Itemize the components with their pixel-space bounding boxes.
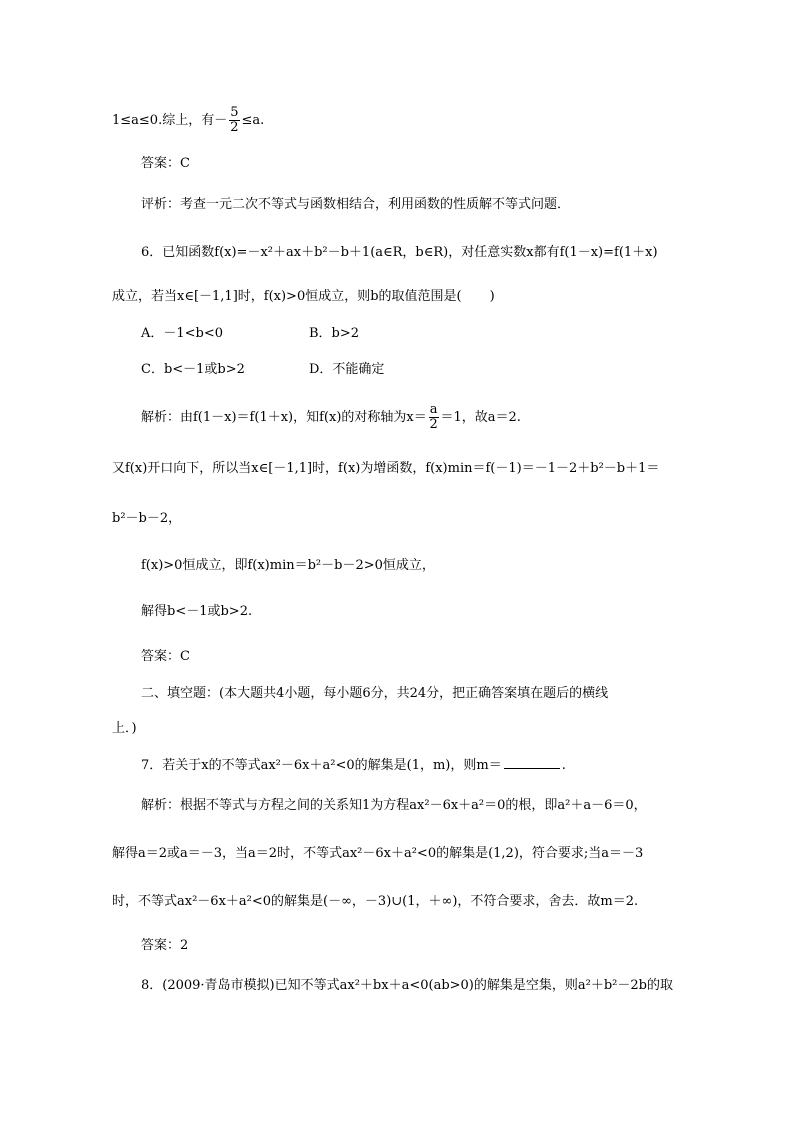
- analysis-line-3: b²－b－2，: [112, 511, 182, 526]
- option-d: D．不能确定: [309, 362, 385, 377]
- answer-blank: [504, 756, 560, 769]
- question-6-condition-line: [112, 288, 495, 306]
- option-b: B．b>2: [309, 326, 360, 341]
- section-heading: 二、填空题：(本大题共4小题，每小题6分，共24分，把正确答案填在题后的横线: [141, 686, 609, 701]
- question-7-line: [141, 756, 566, 775]
- analysis-line-4: f(x)>0恒成立，即f(x)min＝b²－b－2>0恒成立，: [141, 558, 435, 573]
- option-c: C．b<－1或b>2: [141, 362, 245, 377]
- fraction-numerator: 5: [230, 105, 239, 120]
- fraction: [229, 106, 239, 135]
- text-line-1: [112, 106, 264, 135]
- text-segment: 7．若关于x的不等式ax²－6x＋a²<0的解集是(1，m)，则m＝: [141, 758, 502, 773]
- text-segment: 成立，若当x∈[－1,1]时，f(x)>0恒成立，则b的取值范围是(: [112, 289, 462, 304]
- fraction: [429, 403, 439, 432]
- question-8-line: 8．(2009·青岛市模拟)已知不等式ax²＋bx＋a<0(ab>0)的解集是空集，则a²＋b²－2b的取: [141, 978, 673, 993]
- text-segment: ): [489, 289, 495, 304]
- analysis-line-6: 解析：根据不等式与方程之间的关系知1为方程ax²－6x＋a²＝0的根，即a²＋a－6＝0，: [141, 798, 647, 813]
- comment-line: 评析：考查一元二次不等式与函数相结合，利用函数的性质解不等式问题．: [141, 197, 571, 212]
- analysis-line-7: 解得a＝2或a＝－3，当a＝2时，不等式ax²－6x＋a²<0的解集是(1,2)，符合要求;当a＝－3: [112, 846, 644, 861]
- text-segment: 解析：由f(1－x)＝f(1＋x)，知f(x)的对称轴为x＝: [141, 410, 427, 425]
- answer-line: 答案：C: [141, 649, 190, 664]
- question-6-line: 6．已知函数f(x)=－x²＋ax＋b²－b＋1(a∈R，b∈R)，对任意实数x都有f(1－x)=f(1＋x): [141, 245, 658, 260]
- analysis-line-1: [141, 403, 521, 432]
- analysis-line-8: 时，不等式ax²－6x＋a²<0的解集是(－∞，－3)∪(1，＋∞)，不符合要求，舍去．故m＝2.: [112, 894, 639, 909]
- answer-line: 答案：C: [141, 156, 190, 171]
- analysis-line-5: 解得b<－1或b>2.: [141, 604, 253, 619]
- text-segment: ＝1，故a＝2.: [440, 410, 521, 425]
- fraction-numerator: a: [429, 402, 438, 417]
- text-segment: .: [561, 758, 566, 773]
- text-segment: 1≤a≤0.综上，有－: [112, 113, 228, 128]
- analysis-line-2: 又f(x)开口向下，所以当x∈[－1,1]时，f(x)为增函数，f(x)min＝f(－1)＝－1－2＋b²－b＋1＝: [112, 461, 660, 476]
- fraction-denominator: 2: [230, 120, 239, 135]
- option-a: A．－1<b<0: [141, 326, 224, 341]
- fraction-denominator: 2: [429, 417, 438, 432]
- text-segment: ≤a.: [241, 113, 265, 128]
- section-heading-cont: 上．): [112, 721, 137, 736]
- answer-line: 答案：2: [141, 938, 189, 953]
